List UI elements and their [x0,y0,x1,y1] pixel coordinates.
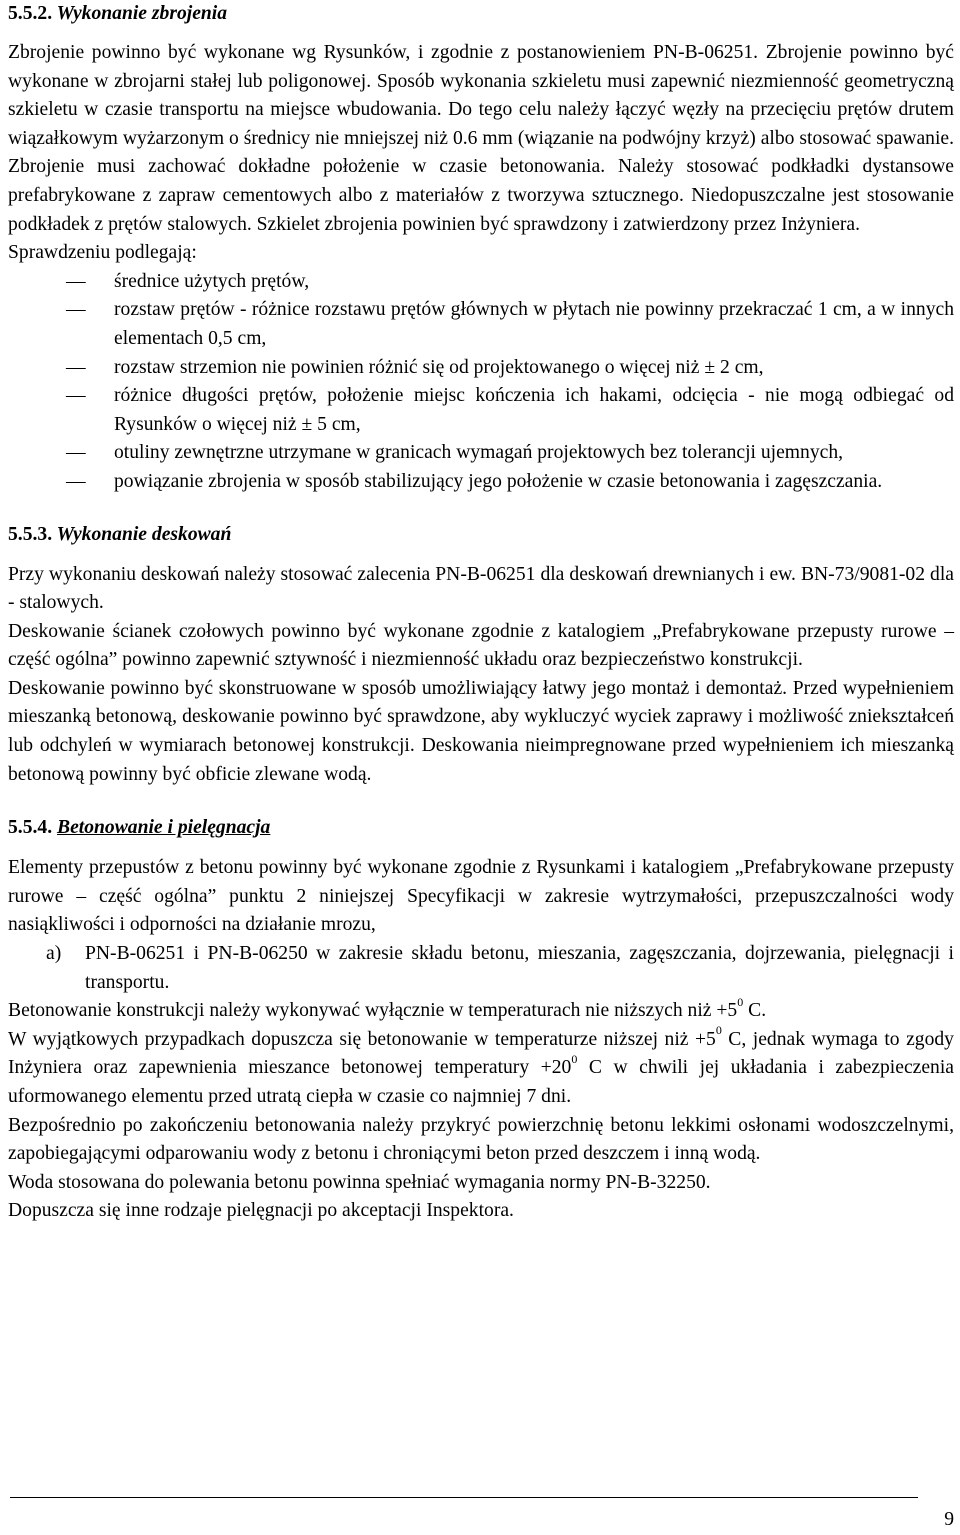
check-list [8,268,954,497]
list-item-text: PN-B-06251 i PN-B-06250 w zakresie składu betonu, mieszania, zagęszczania, dojrzewania, pielęgnacji i transportu. [85,943,954,993]
paragraph: Deskowanie ścianek czołowych powinno być wykonane zgodnie z katalogiem „Prefabrykowane przepusty rurowe – część ogólna” powinno zapewnić sztywność i niezmienność układu oraz bezpieczeństwo konstrukcji. [8,620,954,671]
text-run: C. [743,1000,767,1022]
paragraph: Woda stosowana do polewania betonu powinna spełniać wymagania normy PN-B-32250. [8,1171,711,1193]
section-number: 5.5.4. [8,817,53,839]
list-item: — powiązanie zbrojenia w sposób stabilizujący jego położenie w czasie betonowania i zagęszczania. [8,468,954,497]
footer-rule [10,1497,918,1498]
list-item: — rozstaw prętów - różnice rozstawu prętów głównych w płytach nie powinny przekraczać 1 cm, a w innych elementach 0,5 cm, [8,296,954,353]
superscript: 0 [737,994,744,1009]
paragraph-exceptions [8,1023,954,1112]
paragraph: Deskowanie powinno być skonstruowane w sposób umożliwiający łatwy jego montaż i demontaż. Przed wypełnieniem mieszanką betonową, deskowanie powinno być sprawdzone, aby wykluczyć wyciek zaprawy i możliwość zniekształceń lub odchyleń w wymiarach betonowej konstrukcji. Deskowania nieimpregnowane przed wypełnieniem ich mieszanką betonową powinny być obficie zlewane wodą. [8,677,954,785]
list-item [8,940,954,997]
section-heading-5-5-2 [8,0,954,28]
text-run: Betonowanie konstrukcji należy wykonywać wyłącznie w temperaturach nie niższych niż +5 [8,1000,738,1022]
section-title: Wykonanie zbrojenia [56,3,228,24]
paragraph: Elementy przepustów z betonu powinny być wykonane zgodnie z Rysunkami i katalogiem „Prefabrykowane przepusty rurowe – część ogólna” punktu 2 niniejszej Specyfikacji w zakresie wytrzymałości, przepuszczalności wody nasiąkliwości i odporności na działanie mrozu, [8,857,954,936]
paragraph: Przy wykonaniu deskowań należy stosować zalecenia PN-B-06251 dla deskowań drewnianych i ew. BN-73/9081-02 dla - stalowych. [8,563,954,614]
document-page [8,0,954,1226]
page-number: 9 [944,1509,954,1530]
standards-list [8,940,954,997]
list-item: — średnice użytych prętów, [8,268,954,297]
paragraph: Bezpośrednio po zakończeniu betonowania należy przykryć powierzchnię betonu lekkimi osłonami wodoszczelnymi, zapobiegającymi odparowaniu wody z betonu i chroniącymi beton przed deszczem i inną wodą. [8,1114,954,1165]
section-heading-5-5-3 [8,521,954,549]
superscript: 0 [715,1023,722,1038]
paragraph: Zbrojenie powinno być wykonane wg Rysunków, i zgodnie z postanowieniem PN-B-06251. Zbrojenie powinno być wykonane w zbrojarni stałej lub poligonowej. Sposób wykonania szkieletu musi zapewnić niezmienność geometryczną szkieletu w czasie transportu na miejsce wbudowania. Do tego celu należy łączyć węzły na przecięciu prętów drutem wiązałkowym wyżarzonym o średnicy nie mniejszej niż 0.6 mm (wiązanie na podwójny krzyż) albo stosować spawanie. Zbrojenie musi zachować dokładne położenie w czasie betonowania. Należy stosować podkładki dystansowe prefabrykowane z zapraw cementowych albo z materiałów z tworzywa sztucznego. Niedopuszczalne jest stosowanie podkładek z prętów stalowych. Szkielet zbrojenia powinien być sprawdzony i zatwierdzony przez Inżyniera. [8,42,954,235]
paragraph: Dopuszcza się inne rodzaje pielęgnacji po akceptacji Inspektora. [8,1200,514,1222]
section-title: Wykonanie deskowań [56,523,232,545]
paragraph-temperature [8,994,954,1026]
section-number: 5.5.3. [8,523,53,545]
paragraph-check-lead: Sprawdzeniu podlegają: [8,242,197,264]
text-run: C, jednak wymaga to zgody Inżyniera oraz zapewnienia mieszance betonowej temperatury +20 [8,1028,954,1079]
list-marker: a) [46,943,62,965]
list-item: — otuliny zewnętrzne utrzymane w granicach wymagań projektowych bez tolerancji ujemnych, [8,439,954,468]
superscript: 0 [571,1051,578,1066]
text-run: C w chwili jej układania i zabezpieczenia uformowanego elementu przed utratą ciepła w czasie co najmniej 7 dni. [8,1057,954,1107]
section-heading-5-5-4 [8,814,954,842]
list-item: — różnice długości prętów, położenie miejsc kończenia ich hakami, odcięcia - nie mogą odbiegać od Rysunków o więcej niż ± 5 cm, [8,382,954,439]
section-number: 5.5.2. [8,3,53,24]
section-title: Betonowanie i pielęgnacja [57,817,271,839]
text-run: W wyjątkowych przypadkach dopuszcza się betonowanie w temperaturze niższej niż +5 [8,1028,716,1050]
list-item: — rozstaw strzemion nie powinien różnić się od projektowanego o więcej niż ± 2 cm, [8,354,954,383]
